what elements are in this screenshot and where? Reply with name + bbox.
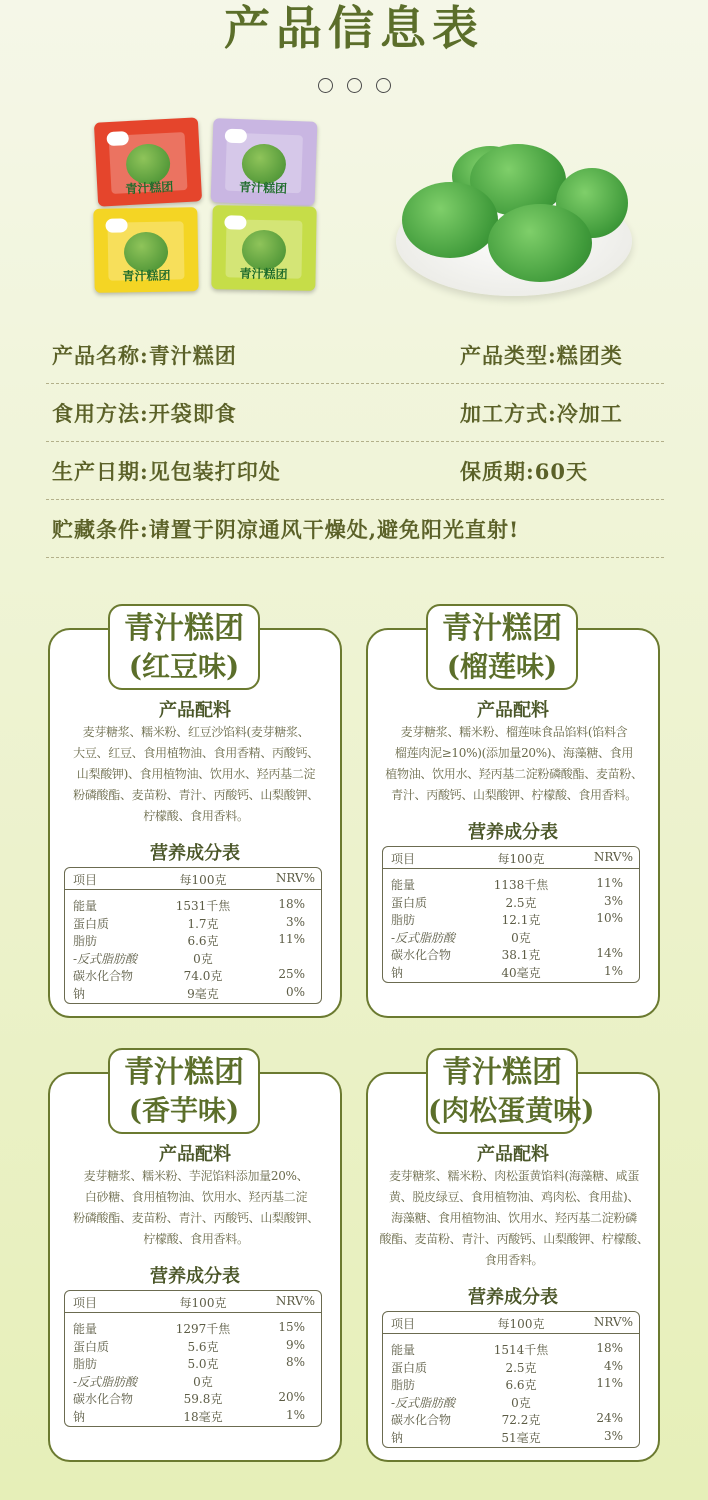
nutrient-name: -反式脂肪酸: [391, 1395, 456, 1410]
card-product-name: 青汁糕团: [442, 1055, 562, 1090]
card-product-name: 青汁糕团: [124, 1055, 244, 1090]
dot-icon: [318, 78, 333, 93]
nutrition-title: 营养成分表: [468, 822, 558, 843]
table-row: [65, 1405, 321, 1423]
nutrient-amount: 1.7克: [187, 916, 219, 931]
header-nrv: NRV%: [593, 850, 633, 864]
nutrient-amount: 0克: [193, 951, 213, 966]
card-product-name: 青汁糕团: [124, 611, 244, 646]
nutrient-name: 能量: [391, 878, 416, 892]
nutrient-nrv: 15%: [278, 1320, 305, 1334]
table-row: [383, 1426, 639, 1444]
nutrient-nrv: 3%: [603, 893, 623, 908]
table-row: [383, 1338, 639, 1356]
header-per100g: 每100克: [179, 873, 227, 887]
nutrient-nrv: 18%: [278, 897, 305, 911]
header-item: 项目: [73, 873, 98, 887]
nutrient-name: -反式脂肪酸: [391, 930, 456, 945]
nutrition-table: [64, 1290, 322, 1427]
ingredients-line: 柠檬酸、食用香料。: [143, 809, 249, 823]
nutrient-amount: 59.8克: [183, 1392, 223, 1406]
product-type: 产品类型:糕团类: [460, 343, 623, 368]
product-photo: [396, 146, 632, 296]
nutrient-nrv: 4%: [603, 1358, 623, 1373]
nutrient-amount: 0克: [511, 1395, 531, 1410]
nutrient-nrv: 18%: [596, 1341, 623, 1355]
nutrient-amount: 5.6克: [187, 1339, 219, 1354]
header-per100g: 每100克: [179, 1296, 227, 1310]
header-per100g: 每100克: [497, 1317, 545, 1331]
header-item: 项目: [391, 852, 416, 866]
dot-icon: [347, 78, 362, 93]
dot-icon: [376, 78, 391, 93]
product-name: 产品名称:青汁糕团: [52, 343, 237, 368]
info-row: [46, 500, 664, 558]
nutrient-amount: 74.0克: [183, 969, 223, 983]
package-label: 青汁糕团: [125, 179, 174, 197]
nutrient-name: -反式脂肪酸: [73, 1374, 138, 1389]
nutrient-name: 能量: [73, 899, 98, 913]
package-floss-yolk: [211, 205, 316, 291]
nutrient-amount: 2.5克: [505, 1360, 537, 1375]
package-taro: [93, 207, 198, 293]
nutrient-nrv: 9%: [285, 1337, 305, 1352]
ingredients-text: [378, 722, 650, 806]
nutrient-name: 能量: [73, 1322, 98, 1336]
header-nrv: NRV%: [275, 871, 315, 885]
nutrient-amount: 1531千焦: [175, 899, 231, 913]
table-row: [383, 873, 639, 891]
info-row: [46, 326, 664, 384]
table-row: [383, 908, 639, 926]
table-row: [65, 1317, 321, 1335]
package-durian: [211, 118, 318, 206]
flavor-card-taro: [48, 1055, 342, 1462]
info-row: [46, 442, 664, 500]
nutrition-header-row: [383, 1312, 639, 1334]
ingredients-line: 海藻糖、食用植物油、饮用水、羟丙基二淀粉磷: [391, 1211, 637, 1225]
nutrient-nrv: 14%: [596, 946, 623, 960]
package-label: 青汁糕团: [122, 268, 171, 284]
nutrient-nrv: 0%: [285, 984, 305, 999]
process-method: 加工方式:冷加工: [460, 401, 623, 426]
nutrition-title: 营养成分表: [150, 843, 240, 864]
ingredients-line: 酸酯、麦苗粉、青汁、丙酸钙、山梨酸钾、柠檬酸、: [379, 1232, 649, 1246]
shelf-life: 保质期:60天: [460, 459, 588, 484]
ingredients-title: 产品配料: [477, 700, 549, 721]
ingredients-text: [60, 722, 332, 827]
table-row: [383, 926, 639, 944]
nutrient-nrv: 1%: [285, 1407, 305, 1422]
production-date: 生产日期:见包装打印处: [52, 459, 281, 484]
header-nrv: NRV%: [275, 1294, 315, 1308]
ingredients-title: 产品配料: [159, 700, 231, 721]
header-item: 项目: [391, 1317, 416, 1331]
card-title-box: [426, 1048, 595, 1134]
ingredients-line: 食用香料。: [484, 1253, 544, 1267]
nutrient-amount: 0克: [193, 1374, 213, 1389]
table-row: [65, 964, 321, 982]
nutrition-header-row: [65, 868, 321, 890]
flavor-card-floss-yolk: [366, 1055, 660, 1462]
nutrient-name: 碳水化合物: [73, 1392, 134, 1406]
brand-logo-icon: [224, 215, 246, 229]
nutrient-name: -反式脂肪酸: [73, 951, 138, 966]
usage-method: 食用方法:开袋即食: [52, 401, 237, 426]
page-title: 产品信息表: [224, 1, 484, 55]
nutrient-name: 脂肪: [73, 934, 98, 948]
table-row: [383, 891, 639, 909]
ingredients-text: [378, 1166, 650, 1271]
nutrient-name: 脂肪: [73, 1357, 98, 1371]
table-row: [383, 1356, 639, 1374]
nutrient-name: 钠: [391, 1430, 404, 1445]
nutrient-nrv: 20%: [278, 1390, 305, 1404]
card-product-name: 青汁糕团: [442, 611, 562, 646]
flavor-card-durian: [366, 611, 660, 1018]
nutrient-nrv: 11%: [596, 1376, 623, 1390]
package-label: 青汁糕团: [238, 180, 288, 196]
header-per100g: 每100克: [497, 852, 545, 866]
table-row: [65, 1352, 321, 1370]
flavor-card-red-bean: [48, 611, 342, 1018]
nutrient-nrv: 24%: [596, 1411, 623, 1425]
nutrition-title: 营养成分表: [468, 1287, 558, 1308]
nutrient-nrv: 3%: [603, 1428, 623, 1443]
table-row: [65, 1370, 321, 1388]
nutrient-amount: 6.6克: [505, 1378, 537, 1392]
table-row: [65, 982, 321, 1000]
brand-logo-icon: [225, 129, 247, 144]
ingredients-text: [60, 1166, 332, 1250]
package-red-bean: [94, 117, 202, 206]
nutrient-amount: 40毫克: [501, 965, 541, 980]
table-row: [65, 1387, 321, 1405]
product-info-table: [46, 326, 664, 558]
ingredients-line: 青汁、丙酸钙、山梨酸钾、柠檬酸、食用香料。: [391, 788, 637, 802]
nutrient-name: 蛋白质: [391, 1360, 428, 1375]
table-row: [65, 894, 321, 912]
nutrient-name: 碳水化合物: [73, 969, 134, 983]
nutrient-amount: 72.2克: [501, 1413, 541, 1427]
card-flavor: (肉松蛋黄味): [428, 1094, 595, 1127]
ingredients-line: 黄、脱皮绿豆、食用植物油、鸡肉松、食用盐)、: [388, 1190, 640, 1204]
header-item: 项目: [73, 1296, 98, 1310]
ingredients-line: 麦芽糖浆、糯米粉、红豆沙馅料(麦芽糖浆、: [82, 725, 310, 739]
nutrition-table: [382, 846, 640, 983]
nutrition-table: [382, 1311, 640, 1448]
nutrition-title: 营养成分表: [150, 1266, 240, 1287]
nutrient-nrv: 25%: [278, 967, 305, 981]
card-title-box: [108, 1048, 260, 1134]
table-row: [383, 1408, 639, 1426]
ingredients-line: 粉磷酸酯、麦苗粉、青汁、丙酸钙、山梨酸钾、: [73, 1211, 319, 1225]
nutrient-nrv: 11%: [278, 932, 305, 946]
nutrient-name: 脂肪: [391, 913, 416, 927]
table-row: [65, 929, 321, 947]
nutrition-table: [64, 867, 322, 1004]
green-cake-icon: [488, 204, 592, 282]
ingredients-line: 白砂糖、食用植物油、饮用水、羟丙基二淀: [84, 1190, 308, 1204]
ingredients-line: 榴莲肉泥≥10%)(添加量20%)、海藻糖、食用: [394, 746, 634, 760]
brand-logo-icon: [106, 131, 129, 146]
nutrient-amount: 1514千焦: [493, 1343, 549, 1357]
carousel-dots: [0, 78, 708, 97]
ingredients-line: 麦芽糖浆、糯米粉、芋泥馅料添加量20%、: [83, 1169, 309, 1183]
nutrient-name: 能量: [391, 1343, 416, 1357]
card-title-box: [426, 604, 578, 690]
nutrient-name: 蛋白质: [73, 1339, 110, 1354]
header-nrv: NRV%: [593, 1315, 633, 1329]
nutrient-name: 蛋白质: [391, 895, 428, 910]
nutrient-nrv: 11%: [596, 876, 623, 890]
nutrient-name: 蛋白质: [73, 916, 110, 931]
green-cake-icon: [402, 182, 498, 258]
ingredients-line: 柠檬酸、食用香料。: [143, 1232, 249, 1246]
card-title-box: [108, 604, 260, 690]
ingredients-line: 植物油、饮用水、羟丙基二淀粉磷酸酯、麦苗粉、: [385, 767, 643, 781]
nutrition-header-row: [65, 1291, 321, 1313]
nutrient-nrv: 3%: [285, 914, 305, 929]
ingredients-line: 大豆、红豆、食用植物油、食用香精、丙酸钙、: [73, 746, 319, 760]
nutrient-amount: 2.5克: [505, 895, 537, 910]
table-row: [383, 1391, 639, 1409]
nutrient-amount: 51毫克: [501, 1430, 541, 1445]
card-flavor: (榴莲味): [446, 650, 558, 683]
nutrient-amount: 38.1克: [501, 948, 541, 962]
ingredients-line: 麦芽糖浆、糯米粉、肉松蛋黄馅料(海藻糖、咸蛋: [388, 1169, 640, 1183]
nutrient-amount: 1297千焦: [175, 1322, 231, 1336]
nutrient-name: 碳水化合物: [391, 948, 452, 962]
table-row: [383, 943, 639, 961]
package-images: [92, 112, 322, 302]
nutrient-amount: 18毫克: [183, 1409, 223, 1424]
nutrient-amount: 9毫克: [187, 986, 219, 1001]
table-row: [383, 1373, 639, 1391]
table-row: [383, 961, 639, 979]
ingredients-line: 麦芽糖浆、糯米粉、榴莲味食品馅料(馅料含: [400, 725, 628, 739]
nutrient-amount: 0克: [511, 930, 531, 945]
table-row: [65, 912, 321, 930]
ingredients-line: 山梨酸钾)、食用植物油、饮用水、羟丙基二淀: [76, 767, 316, 781]
table-row: [65, 947, 321, 965]
nutrient-name: 碳水化合物: [391, 1413, 452, 1427]
nutrient-amount: 12.1克: [501, 913, 541, 927]
brand-logo-icon: [105, 218, 127, 232]
ingredients-line: 粉磷酸酯、麦苗粉、青汁、丙酸钙、山梨酸钾、: [73, 788, 319, 802]
nutrition-header-row: [383, 847, 639, 869]
nutrient-name: 钠: [391, 965, 404, 980]
nutrient-amount: 6.6克: [187, 934, 219, 948]
nutrient-name: 钠: [73, 1409, 86, 1424]
card-flavor: (香芋味): [128, 1094, 240, 1127]
nutrient-nrv: 1%: [603, 963, 623, 978]
ingredients-title: 产品配料: [159, 1144, 231, 1165]
package-label: 青汁糕团: [239, 266, 288, 282]
info-row: [46, 384, 664, 442]
storage-conditions: 贮藏条件:请置于阴凉通风干燥处,避免阳光直射!: [52, 517, 520, 542]
nutrient-amount: 5.0克: [187, 1357, 219, 1371]
nutrient-name: 脂肪: [391, 1378, 416, 1392]
nutrient-nrv: 10%: [596, 911, 623, 925]
card-flavor: (红豆味): [128, 650, 240, 683]
ingredients-title: 产品配料: [477, 1144, 549, 1165]
nutrient-name: 钠: [73, 986, 86, 1001]
nutrient-amount: 1138千焦: [493, 878, 549, 892]
nutrient-nrv: 8%: [285, 1355, 305, 1369]
table-row: [65, 1335, 321, 1353]
